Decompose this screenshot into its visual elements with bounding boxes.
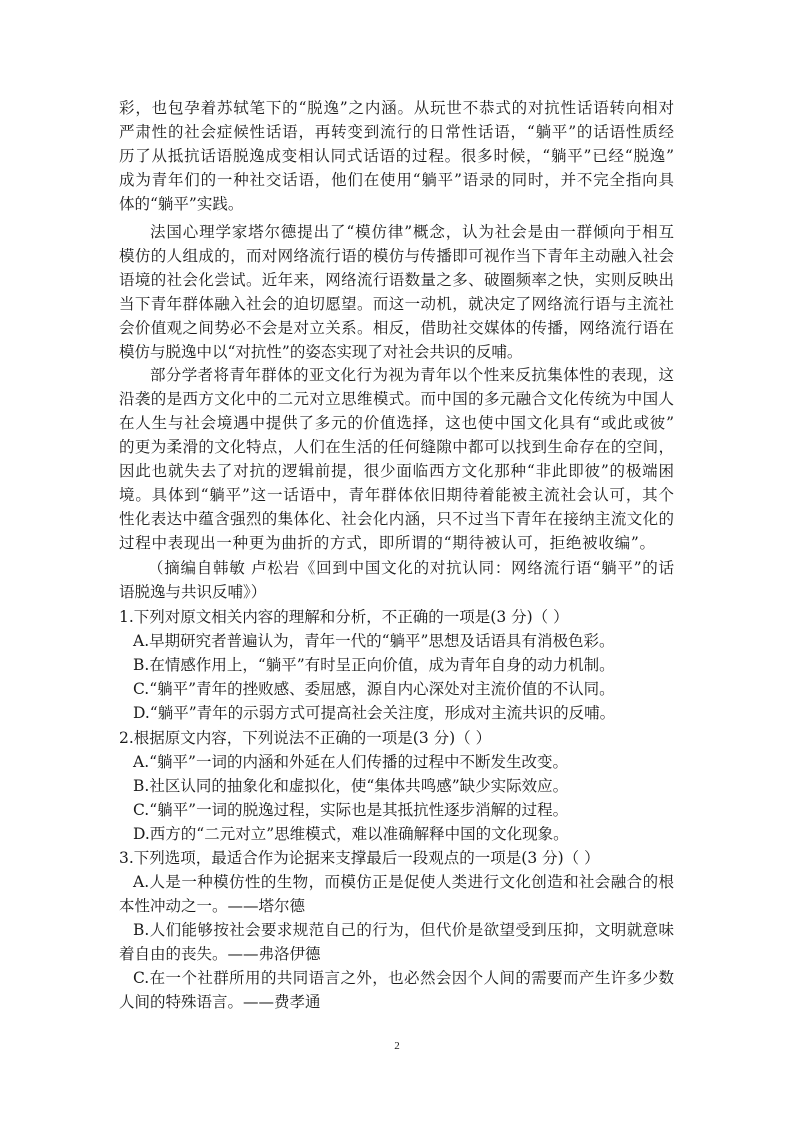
question-2-option-b: B.社区认同的抽象化和虚拟化，使“集体共鸣感”缺少实际效应。 [133,777,569,795]
text-line: 境。具体到“躺平”这一话语中，青年群体依旧期待着能被主流社会认可，其个 [119,486,674,504]
question-3-option-a: A.人是一种模仿性的生物，而模仿正是促使人类进行文化创造和社会融合的根 [133,873,674,891]
text-line: 模仿的人组成的，而对网络流行语的模仿与传播即可视作当下青年主动融入社会 [119,247,674,265]
text-line: 历了从抵抗话语脱逸成变相认同式话语的过程。很多时候，“躺平”已经“脱逸” [119,147,674,165]
question-1-option-d: D.“躺平”青年的示弱方式可提高社会关注度，形成对主流共识的反哺。 [133,704,616,722]
source-citation: 语脱逸与共识反哺》） [119,583,267,601]
text-line: 严肃性的社会症候性话语，再转变到流行的日常性话语，“躺平”的话语性质经 [119,123,674,141]
text-line: 体的“躺平”实践。 [119,195,244,213]
question-3-option-c-cont: 人间的特殊语言。——费孝通 [119,993,321,1011]
text-line: 沿袭的是西方文化中的二元对立思维模式。而中国的多元融合文化传统为中国人 [119,390,674,408]
question-1-option-c: C.“躺平”青年的挫败感、委屈感，源自内心深处对主流价值的不认同。 [133,680,615,698]
text-line: 的更为柔滑的文化特点，人们在生活的任何缝隙中都可以找到生命存在的空间， [119,438,674,456]
source-citation: （摘编自韩敏 卢松岩《回到中国文化的对抗认同：网络流行语“躺平”的话 [148,559,674,577]
question-3-stem: 3.下列选项，最适合作为论据来支撑最后一段观点的一项是(3 分)（ ） [119,849,600,867]
question-1-stem: 1.下列对原文相关内容的理解和分析，不正确的一项是(3 分)（ ） [119,608,569,626]
question-2-stem: 2.根据原文内容，下列说法不正确的一项是(3 分)（ ） [119,729,492,747]
text-line: 成为青年们的一种社交话语，他们在使用“躺平”语录的同时，并不完全指向具 [119,171,674,189]
text-line: 彩，也包孕着苏轼笔下的“脱逸”之内涵。从玩世不恭式的对抗性话语转向相对 [119,99,674,117]
text-line: 会价值观之间势必不会是对立关系。相反，借助社交媒体的传播，网络流行语在 [119,319,674,337]
text-line: 部分学者将青年群体的亚文化行为视为青年以个性来反抗集体性的表现，这 [150,366,674,384]
question-2-option-d: D.西方的“二元对立”思维模式，难以准确解释中国的文化现象。 [133,825,569,843]
question-3-option-a-cont: 本性冲动之一。——塔尔德 [119,897,306,915]
question-3-option-b: B.人们能够按社会要求规范自己的行为，但代价是欲望受到压抑，文明就意味 [133,921,674,939]
text-line: 法国心理学家塔尔德提出了“模仿律”概念，认为社会是由一群倾向于相互 [150,223,674,241]
question-2-option-a: A.“躺平”一词的内涵和外延在人们传播的过程中不断发生改变。 [133,753,568,771]
text-line: 语境的社会化尝试。近年来，网络流行语数量之多、破圈频率之快，实则反映出 [119,271,674,289]
question-3-option-b-cont: 着自由的丧失。——弗洛伊德 [119,945,321,963]
question-3-option-c: C.在一个社群所用的共同语言之外，也必然会因个人间的需要而产生许多少数 [133,969,674,987]
question-1-option-a: A.早期研究者普遍认为，青年一代的“躺平”思想及话语具有消极色彩。 [133,632,615,650]
text-line: 过程中表现出一种更为曲折的方式，即所谓的“期待被认可，拒绝被收编”。 [119,534,655,552]
text-line: 在人生与社会境遇中提供了多元的价值选择，这也使中国文化具有“或此或彼” [119,414,674,432]
question-1-option-b: B.在情感作用上，“躺平”有时呈正向价值，成为青年自身的动力机制。 [133,656,615,674]
question-2-option-c: C.“躺平”一词的脱逸过程，实际也是其抵抗性逐步消解的过程。 [133,801,569,819]
text-line: 当下青年群体融入社会的迫切愿望。而这一动机，就决定了网络流行语与主流社 [119,295,674,313]
text-line: 因此也就失去了对抗的逻辑前提，很少面临西方文化那种“非此即彼”的极端困 [119,462,674,480]
text-line: 性化表达中蕴含强烈的集体化、社会化内涵，只不过当下青年在接纳主流文化的 [119,510,674,528]
page-number: 2 [394,1040,400,1052]
text-line: 模仿与脱逸中以“对抗性”的姿态实现了对社会共识的反哺。 [119,343,523,361]
